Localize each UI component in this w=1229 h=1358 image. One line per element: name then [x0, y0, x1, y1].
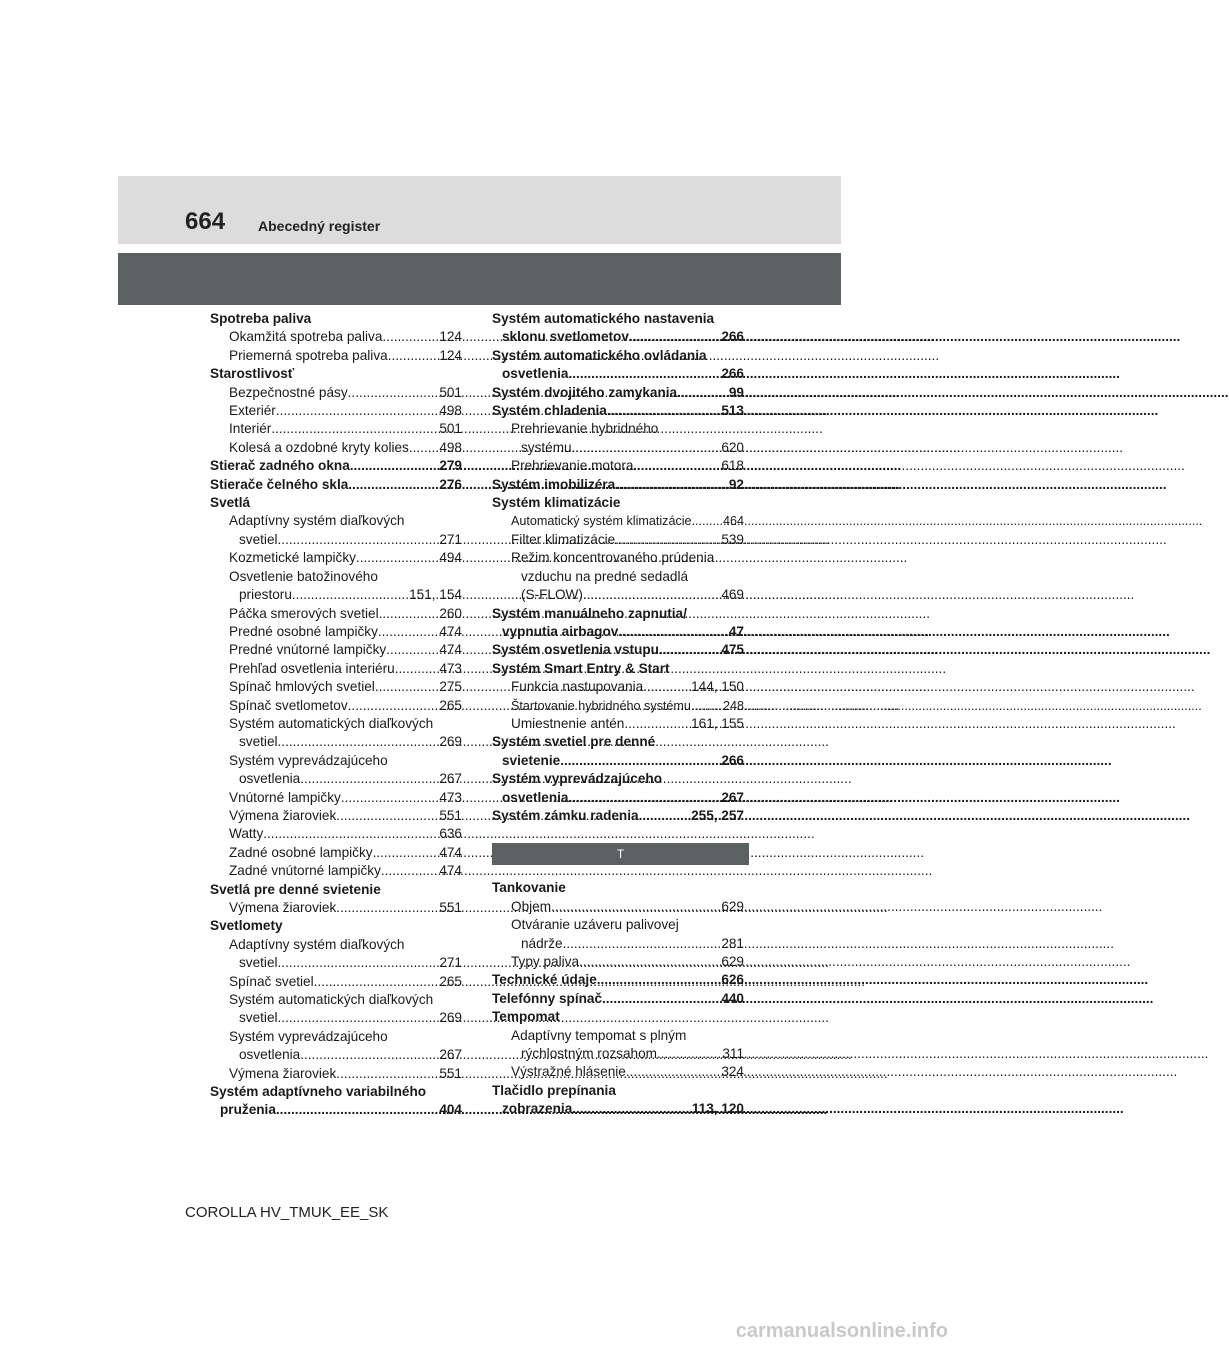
- index-entry-label: (S-FLOW): [521, 587, 583, 603]
- index-entry-label: osvetlenia: [502, 366, 569, 382]
- index-entry-label: svietenie: [502, 752, 561, 768]
- page-number: 664: [185, 208, 226, 235]
- index-entry-label: Adaptívny systém diaľkových: [229, 936, 405, 952]
- leader-dots: [569, 789, 722, 807]
- index-entry-page: 469: [721, 587, 744, 603]
- index-entry-label: Výstražné hlásenie: [511, 1064, 626, 1080]
- index-entry: [210, 678, 462, 696]
- index-entry: [210, 549, 462, 567]
- leader-dots: [278, 954, 440, 972]
- index-entry: [210, 1046, 462, 1064]
- index-entry-label: priestoru: [239, 587, 292, 603]
- index-entry-page: 551: [439, 900, 462, 915]
- index-entry: [210, 641, 462, 659]
- index-entry: [492, 953, 744, 971]
- index-entry-label: Telefónny spínač: [492, 990, 603, 1006]
- index-entry: [210, 476, 462, 494]
- index-entry-page: 473: [439, 789, 462, 805]
- index-entry-page: 269: [439, 734, 462, 750]
- index-entry-label: Filter klimatizácie: [511, 531, 616, 547]
- index-entry-label: Priemerná spotreba paliva: [229, 347, 388, 363]
- index-entry-page: 474: [439, 844, 462, 860]
- index-entry: [210, 402, 462, 420]
- index-entry-page: 265: [439, 973, 462, 989]
- index-entry: [210, 825, 462, 843]
- index-entry-label: osvetlenia: [239, 1047, 301, 1063]
- index-entry-label: Stierač zadného okna: [210, 458, 350, 474]
- index-entry-label: Predné vnútorné lampičky: [229, 642, 387, 658]
- index-entry-label: Spínač svetiel: [229, 973, 314, 989]
- index-entry: [210, 697, 462, 715]
- index-entry: [492, 623, 744, 641]
- index-entry-label: Prehrievanie motora: [511, 458, 634, 474]
- index-entry-label: Technické údaje: [492, 972, 597, 988]
- index-entry: [492, 733, 744, 751]
- leader-dots: [278, 733, 440, 751]
- index-entry-label: Spínač svetlometov: [229, 697, 348, 713]
- leader-dots: [348, 476, 439, 494]
- index-entry-label: Systém automatických diaľkových: [229, 715, 434, 731]
- leader-dots: [691, 697, 723, 715]
- index-entry-page: 266: [721, 329, 744, 345]
- index-entry-label: Systém vyprevádzajúceho: [229, 752, 388, 768]
- index-entry-page: 473: [439, 660, 462, 676]
- index-entry: [210, 862, 462, 880]
- index-entry-page: 271: [439, 531, 462, 547]
- index-entry: [210, 531, 462, 549]
- leader-dots: [692, 512, 723, 530]
- leader-dots: [569, 365, 722, 383]
- index-entry-page: 618: [721, 458, 744, 474]
- leader-dots: [381, 862, 439, 880]
- leader-dots: [263, 825, 439, 843]
- index-entry-page: 267: [439, 1047, 462, 1063]
- leader-dots: [602, 990, 721, 1008]
- index-entry-page: 279: [439, 458, 462, 474]
- index-entry-page: 404: [439, 1102, 462, 1118]
- index-entry-page: 498: [439, 403, 462, 419]
- leader-dots: [677, 384, 729, 402]
- leader-dots: [386, 641, 439, 659]
- leader-dots: [409, 439, 439, 457]
- leader-dots: [278, 1009, 440, 1027]
- index-entry-label: rýchlostným rozsahom: [521, 1046, 657, 1062]
- index-entry-label: Systém automatického nastavenia: [492, 311, 715, 326]
- index-entry-label: Výmena žiaroviek: [229, 807, 337, 823]
- leader-dots: [373, 844, 440, 862]
- index-entry: [210, 347, 462, 365]
- leader-dots: [551, 898, 721, 916]
- leader-dots: [336, 899, 439, 917]
- index-entry-label: Funkcia nastupovania: [511, 679, 644, 695]
- index-entry-page: 144, 150: [691, 679, 744, 695]
- leader-dots: [615, 476, 729, 494]
- index-entry: [492, 641, 744, 659]
- index-entry: [210, 991, 462, 1009]
- index-entry-page: 498: [439, 439, 462, 455]
- leader-dots: [336, 1065, 439, 1083]
- index-entry: [210, 1065, 462, 1083]
- index-entry: [492, 898, 744, 916]
- index-entry-label: Spotreba paliva: [210, 311, 312, 326]
- index-entry-page: 92: [728, 476, 744, 492]
- leader-dots: [583, 586, 721, 604]
- index-entry-page: 151, 154: [409, 587, 462, 603]
- leader-dots: [348, 384, 440, 402]
- index-entry-label: osvetlenia: [502, 789, 569, 805]
- leader-dots: [314, 973, 440, 991]
- index-entry: [210, 457, 462, 475]
- index-entry: [210, 623, 462, 641]
- index-entry: [210, 844, 462, 862]
- index-entry: [210, 660, 462, 678]
- index-entry-label: Štartovanie hybridného systému: [511, 698, 691, 713]
- index-entry: [492, 971, 744, 989]
- index-entry-label: systému: [521, 439, 572, 455]
- index-entry-label: Systém klimatizácie: [492, 495, 621, 511]
- index-entry-label: Páčka smerových svetiel: [229, 605, 379, 621]
- index-entry: [492, 678, 744, 696]
- leader-dots: [350, 457, 440, 475]
- leader-dots: [278, 531, 440, 549]
- index-entry-page: 551: [439, 807, 462, 823]
- index-entry-label: Kolesá a ozdobné kryty kolies: [229, 439, 409, 455]
- index-entry: [210, 807, 462, 825]
- index-entry: [492, 347, 744, 365]
- index-entry-page: 47: [728, 623, 744, 639]
- index-entry: [492, 789, 744, 807]
- index-entry: [210, 512, 462, 530]
- index-entry-page: 513: [721, 403, 744, 419]
- index-entry-page: 474: [439, 623, 462, 639]
- index-entry: [492, 807, 744, 825]
- leader-dots: [639, 807, 692, 825]
- index-entry-label: Systém vyprevádzajúceho: [229, 1028, 388, 1044]
- index-entry-label: Automatický systém klimatizácie: [511, 514, 692, 529]
- letter-section-bar: T: [492, 843, 749, 865]
- index-column-right: [492, 310, 744, 1119]
- index-entry-page: 474: [439, 642, 462, 658]
- index-entry-label: Kozmetické lampičky: [229, 550, 356, 566]
- index-entry-label: Systém dvojitého zamykania: [492, 384, 678, 400]
- index-entry-label: Objem: [511, 898, 552, 914]
- index-entry-label: Umiestnenie antén: [511, 715, 625, 731]
- index-entry-label: Watty: [229, 826, 264, 842]
- index-entry-label: Typy paliva: [511, 954, 580, 969]
- index-entry-label: Interiér: [229, 421, 272, 437]
- index-entry-page: 255, 257: [691, 807, 744, 823]
- leader-dots: [597, 971, 722, 989]
- index-entry: [492, 549, 744, 567]
- index-entry: [210, 733, 462, 751]
- index-entry: [492, 1008, 744, 1026]
- index-entry-label: Systém automatického ovládania: [492, 347, 707, 363]
- index-entry-page: 551: [439, 1065, 462, 1081]
- leader-dots: [659, 641, 721, 659]
- index-entry: [210, 1009, 462, 1027]
- index-entry-page: 124: [439, 347, 462, 363]
- index-entry: [492, 1082, 744, 1100]
- index-entry-label: zobrazenia: [502, 1101, 573, 1117]
- index-entry: [210, 310, 462, 328]
- index-entry-page: 113, 120: [691, 1101, 744, 1117]
- index-entry-page: 161, 155: [691, 715, 744, 731]
- index-entry-page: 281: [721, 935, 744, 951]
- index-entry-label: Systém automatických diaľkových: [229, 992, 434, 1008]
- index-entry-label: sklonu svetlometov: [502, 329, 629, 345]
- index-entry: [210, 1083, 462, 1101]
- index-entry-page: 267: [439, 771, 462, 787]
- index-entry: [492, 384, 744, 402]
- index-entry-page: 275: [439, 679, 462, 695]
- index-entry-page: 475: [721, 642, 744, 658]
- index-entry-label: Exteriér: [229, 403, 276, 419]
- leader-dots: [388, 347, 440, 365]
- index-entry: [492, 494, 744, 512]
- index-entry: [210, 420, 462, 438]
- index-entry-label: Bezpečnostné pásy: [229, 384, 348, 400]
- leader-dots: [563, 935, 722, 953]
- leader-dots: [615, 531, 721, 549]
- leader-dots: [276, 1101, 439, 1119]
- index-entry-label: Otváranie uzáveru palivovej: [511, 917, 679, 933]
- index-entry-label: vzduchu na predné sedadlá: [521, 568, 689, 584]
- section-title: Abecedný register: [258, 218, 381, 234]
- index-entry: [492, 531, 744, 549]
- index-column-left: [210, 310, 462, 1120]
- index-entry-page: 620: [721, 439, 744, 455]
- index-entry: [492, 990, 744, 1008]
- index-entry: [210, 936, 462, 954]
- index-entry: [210, 881, 462, 899]
- index-entry-label: Systém adaptívneho variabilného: [210, 1084, 427, 1100]
- index-entry: [210, 328, 462, 346]
- index-entry: [492, 365, 744, 383]
- index-entry-page: 266: [721, 752, 744, 768]
- index-entry-label: Stierače čelného skla: [210, 476, 349, 492]
- leader-dots: [271, 420, 439, 438]
- index-entry: [492, 697, 744, 715]
- index-entry-label: vypnutia airbagov: [502, 623, 619, 639]
- leader-dots: [300, 770, 439, 788]
- index-entry-page: 269: [439, 1010, 462, 1026]
- watermark-logo: carmanualsonline.info: [735, 1320, 948, 1342]
- index-entry-label: Tlačidlo prepínania: [492, 1082, 616, 1098]
- index-entry-label: Zadné osobné lampičky: [229, 844, 373, 860]
- index-entry: [492, 916, 744, 934]
- index-entry: [210, 1101, 462, 1119]
- index-entry-label: Starostlivosť: [210, 366, 295, 382]
- index-entry-label: Systém vyprevádzajúceho: [492, 771, 663, 787]
- index-entry-label: svetiel: [239, 955, 278, 971]
- leader-dots: [395, 660, 440, 678]
- header-band: [118, 176, 841, 244]
- index-entry-label: Systém osvetlenia vstupu: [492, 642, 659, 658]
- index-entry-label: Osvetlenie batožinového: [229, 568, 378, 584]
- index-entry-page: 501: [439, 384, 462, 400]
- index-entry-label: svetiel: [239, 531, 278, 547]
- leader-dots: [560, 752, 721, 770]
- index-entry-label: Zadné vnútorné lampičky: [229, 863, 381, 879]
- index-entry-label: Tankovanie: [492, 880, 566, 896]
- index-entry-page: 276: [439, 476, 462, 492]
- index-entry: [492, 476, 744, 494]
- leader-dots: [276, 402, 439, 420]
- index-entry-page: 629: [721, 954, 744, 969]
- index-entry: [210, 715, 462, 733]
- index-entry-page: 124: [439, 329, 462, 345]
- index-entry: [210, 494, 462, 512]
- index-entry-label: svetiel: [239, 1010, 278, 1026]
- index-entry: [492, 328, 744, 346]
- index-entry-label: nádrže: [521, 935, 563, 951]
- index-entry: [492, 752, 744, 770]
- index-entry: [492, 770, 744, 788]
- index-entry-label: Systém imobilizéra: [492, 476, 616, 492]
- index-entry: [492, 1063, 744, 1081]
- leader-dots: [356, 549, 439, 567]
- leader-dots: [348, 697, 440, 715]
- index-entry-page: 267: [721, 789, 744, 805]
- index-entry-page: 271: [439, 955, 462, 971]
- index-entry-label: Svetlomety: [210, 918, 283, 934]
- index-entry-label: Okamžitá spotreba paliva: [229, 329, 383, 345]
- index-entry: [492, 310, 744, 328]
- leader-dots: [572, 439, 722, 457]
- index-entry-label: Spínač hmlových svetiel: [229, 679, 375, 695]
- index-entry: [492, 586, 744, 604]
- index-entry-page: 474: [439, 863, 462, 879]
- index-entry: [492, 1027, 744, 1045]
- index-entry: [492, 1100, 744, 1118]
- index-entry: [492, 512, 744, 530]
- leader-dots: [382, 328, 439, 346]
- index-entry-label: Svetlá pre denné svietenie: [210, 881, 381, 897]
- index-entry: [210, 954, 462, 972]
- index-entry-label: svetiel: [239, 734, 278, 750]
- index-entry: [210, 973, 462, 991]
- index-entry-page: 539: [721, 531, 744, 547]
- index-entry: [492, 420, 744, 438]
- index-entry-label: Systém chladenia: [492, 403, 607, 419]
- index-entry-label: Adaptívny tempomat s plným: [511, 1027, 687, 1043]
- index-entry-label: Tempomat: [492, 1009, 560, 1025]
- index-entry-page: 311: [722, 1046, 744, 1062]
- index-entry: [210, 384, 462, 402]
- leader-dots: [633, 457, 721, 475]
- leader-dots: [607, 402, 721, 420]
- index-entry-label: Vnútorné lampičky: [229, 789, 341, 805]
- index-entry-label: Svetlá: [210, 495, 251, 511]
- index-entry-page: 99: [728, 384, 744, 400]
- index-entry-label: Výmena žiaroviek: [229, 900, 337, 915]
- index-entry-label: pruženia: [220, 1102, 276, 1118]
- index-entry: [492, 439, 744, 457]
- leader-dots: [300, 1046, 439, 1064]
- index-entry-page: 494: [439, 550, 462, 566]
- leader-dots: [643, 678, 691, 696]
- index-entry-page: 266: [721, 366, 744, 382]
- index-entry-label: Výmena žiaroviek: [229, 1065, 337, 1081]
- index-entry-page: 629: [721, 898, 744, 914]
- index-entry-page: 248: [722, 698, 744, 713]
- index-entry-page: 626: [721, 972, 744, 988]
- leader-dots: [629, 328, 721, 346]
- index-entry: [492, 935, 744, 953]
- index-entry-page: 464: [722, 514, 744, 529]
- index-entry: [210, 605, 462, 623]
- index-entry: [210, 365, 462, 383]
- index-entry: [492, 660, 744, 678]
- document-footer: COROLLA HV_TMUK_EE_SK: [185, 1204, 389, 1221]
- index-entry-label: Systém manuálneho zapnutia/: [492, 605, 687, 621]
- index-entry-page: 260: [439, 605, 462, 621]
- index-entry: [492, 402, 744, 420]
- index-entry: [210, 752, 462, 770]
- index-entry: [492, 457, 744, 475]
- index-entry: [492, 605, 744, 623]
- leader-dots: [378, 623, 439, 641]
- leader-dots: [624, 715, 691, 733]
- leader-dots: [572, 1100, 692, 1118]
- leader-dots: [336, 807, 439, 825]
- leader-dots: [375, 678, 439, 696]
- index-entry: [210, 917, 462, 935]
- index-entry: [210, 1028, 462, 1046]
- index-entry-page: 636: [439, 826, 462, 842]
- index-entry: [210, 439, 462, 457]
- index-entry: [492, 879, 744, 897]
- index-entry-label: osvetlenia: [239, 771, 301, 787]
- index-entry-page: 324: [721, 1064, 744, 1080]
- index-entry-label: Systém zámku radenia: [492, 807, 639, 823]
- index-entry: [492, 1045, 744, 1063]
- index-entry-label: Prehľad osvetlenia interiéru: [229, 660, 395, 676]
- index-entry-label: Predné osobné lampičky: [229, 623, 378, 639]
- leader-dots: [618, 623, 729, 641]
- index-entry-page: 265: [439, 697, 462, 713]
- index-entry: [210, 586, 462, 604]
- section-band: [118, 253, 841, 305]
- index-entry-label: Prehrievanie hybridného: [511, 421, 659, 437]
- index-entry-page: 440: [721, 990, 744, 1006]
- leader-dots: [626, 1063, 721, 1081]
- index-entry: [210, 789, 462, 807]
- index-entry-label: Systém Smart Entry & Start: [492, 660, 670, 676]
- index-entry: [210, 568, 462, 586]
- index-entry-label: Systém svetiel pre denné: [492, 734, 656, 750]
- leader-dots: [341, 789, 439, 807]
- index-entry: [210, 899, 462, 917]
- index-entry: [210, 770, 462, 788]
- leader-dots: [292, 586, 409, 604]
- leader-dots: [657, 1045, 722, 1063]
- leader-dots: [379, 605, 440, 623]
- index-entry-label: Režim koncentrovaného prúdenia: [511, 550, 715, 566]
- index-entry: [492, 568, 744, 586]
- index-entry: [492, 715, 744, 733]
- index-entry-page: 501: [439, 421, 462, 437]
- leader-dots: [579, 953, 721, 971]
- index-entry-label: Adaptívny systém diaľkových: [229, 513, 405, 529]
